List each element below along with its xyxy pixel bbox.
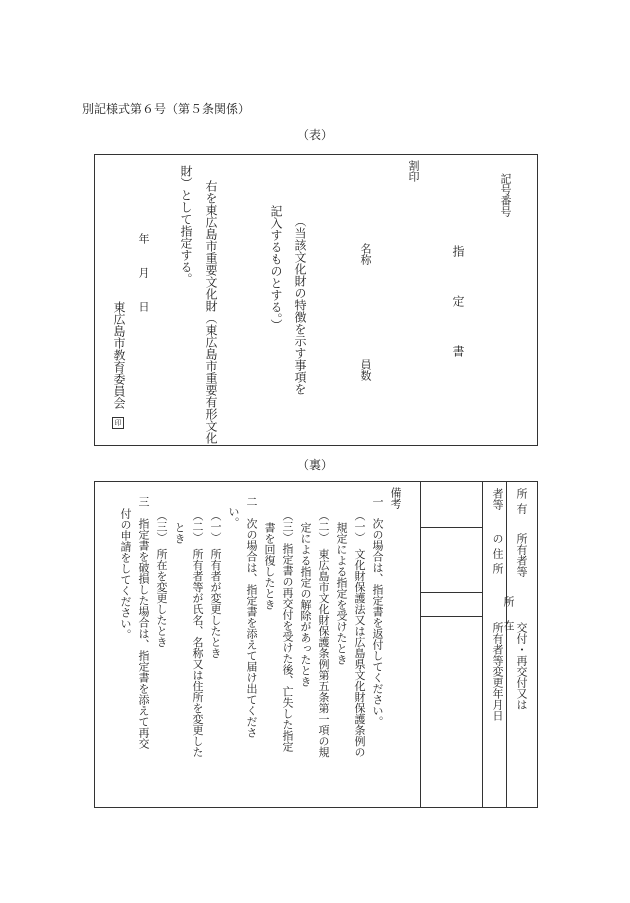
- table-row-line: [420, 527, 482, 528]
- table-remarks-divider: [420, 482, 421, 807]
- date-day-label: 日: [137, 301, 150, 312]
- date-month-label: 月: [137, 267, 150, 278]
- owner-header-sub: 者等: [491, 488, 504, 510]
- change-date-header-sub: 所有者等変更年月日: [491, 622, 504, 721]
- remark-line: （二） 東広島市文化財保護条例第五条第一項の規: [317, 510, 330, 758]
- remark-line: （三）指定書の再交付を受けた後、亡失した指定: [281, 510, 294, 752]
- designation-line-1: 右を東広島市重要文化財（東広島市重要有形文化: [204, 180, 218, 444]
- feature-note-line-2: 記入するものとする。）: [269, 205, 283, 331]
- designation-line-2: 財）として指定する。: [179, 165, 193, 285]
- table-column-line: [482, 482, 483, 807]
- feature-note-line-1: （当該文化財の特徴を示す事項を: [293, 215, 307, 395]
- front-certificate-box: [94, 154, 538, 446]
- remark-line: 書を回復したとき: [263, 522, 276, 610]
- owner-header: 所有: [515, 488, 528, 518]
- official-seal: 印: [112, 417, 124, 429]
- remark-line: 定による指定の解除があったとき: [299, 522, 312, 687]
- issuer-name: 東広島市教育委員会: [112, 301, 126, 409]
- certificate-title-char-2: 定: [451, 295, 465, 307]
- remark-line: （一） 文化財保護法又は広島県文化財保護条例の: [353, 510, 366, 758]
- seal-split-label: 割印: [407, 160, 420, 182]
- remark-line: い。: [227, 506, 240, 528]
- change-date-header: 交付・再交付又は: [515, 622, 528, 710]
- record-number-label: 記号番号: [499, 173, 512, 217]
- remark-line: 二 次の場合は、指定書を添えて届け出てくださ: [245, 496, 258, 738]
- table-column-line: [506, 482, 507, 807]
- remark-line: 付の申請をしてください。: [119, 508, 132, 640]
- table-row-line: [420, 592, 482, 593]
- name-label: 名称: [359, 243, 372, 265]
- location-header: 所: [502, 596, 515, 607]
- date-year-label: 年: [137, 233, 150, 244]
- front-label: （表）: [297, 128, 334, 142]
- remark-line: 規定による指定を受けたとき: [335, 522, 348, 665]
- remark-line: 三 指定書を破損した場合は、指定書を添えて再交: [137, 496, 150, 749]
- owner-address-header: 所有者等: [515, 533, 528, 577]
- remark-line: 一 次の場合は、指定書を返付してください。: [371, 496, 384, 727]
- remark-line: （三） 所在を変更したとき: [155, 510, 168, 648]
- remarks-title: 備考: [389, 487, 402, 509]
- location-header-sub: 在: [502, 620, 515, 631]
- table-row-line: [420, 616, 482, 617]
- remark-line: （二） 所有者等が氏名、名称又は住所を変更した: [191, 510, 204, 758]
- count-label: 員数: [359, 359, 372, 381]
- remark-line: とき: [173, 522, 186, 544]
- form-number: 別記様式第６号（第５条関係）: [82, 102, 251, 116]
- back-label: （裏）: [297, 458, 334, 472]
- remark-line: （一） 所有者が変更したとき: [209, 510, 222, 659]
- certificate-title-char-3: 書: [451, 345, 465, 357]
- certificate-title-char-1: 指: [451, 245, 465, 257]
- back-record-box: [94, 481, 538, 808]
- owner-address-header-sub: の住所: [491, 533, 504, 578]
